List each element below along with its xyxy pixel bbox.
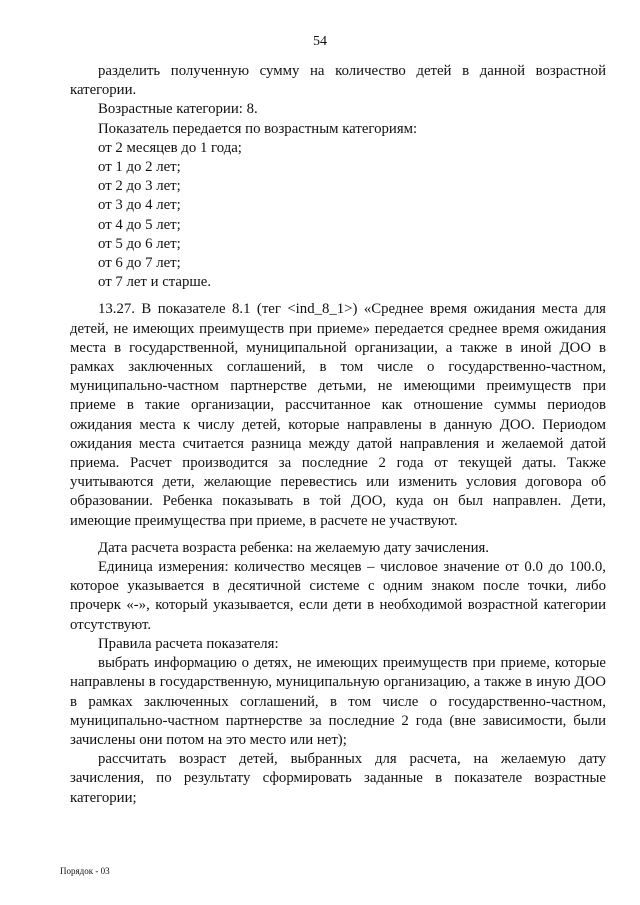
rule-paragraph: рассчитать возраст детей, выбранных для расчета, на желаемую дату зачисления, по результату сформировать заданные в показателе возрастные категории;	[70, 751, 606, 806]
page-body	[70, 62, 606, 808]
paragraph-continuation: разделить полученную сумму на количество детей в данной возрастной категории.	[70, 63, 606, 99]
age-categories-intro: Показатель передается по возрастным категориям:	[98, 120, 418, 137]
list-item: от 3 до 4 лет;	[98, 197, 181, 214]
list-item: от 2 до 3 лет;	[98, 178, 181, 195]
list-item: от 2 месяцев до 1 года;	[98, 139, 242, 156]
list-item: от 4 до 5 лет;	[98, 216, 181, 233]
footer-label: Порядок - 03	[60, 866, 110, 876]
unit-paragraph: Единица измерения: количество месяцев – числовое значение от 0.0 до 100.0, которое указывается в десятичной системе с одним знаком после точки, либо прочерк «-», который указывается, если дети в необходимой возрастной категории отсутствуют.	[70, 559, 606, 633]
list-item: от 7 лет и старше.	[98, 274, 212, 291]
section-13-27-paragraph: 13.27. В показателе 8.1 (тег <ind_8_1>) «Среднее время ожидания места для детей, не имеющих преимуществ при приеме» передается среднее время ожидания места в государственной, муниципальной организации, а также в иной ДОО в рамках заключенных соглашений, в том числе о государственно-частном, муниципально-частном партнерстве детьми, не имеющими преимуществ при приеме в такие организации, рассчитанное как отношение суммы периодов ожидания места к числу детей, которые направлены в данную ДОО. Периодом ожидания места считается разница между датой направления и желаемой датой приема. Расчет производится за последние 2 года от текущей даты. Также учитываются дети, желающие перевестись или изменить условия договора об образовании. Ребенка показывать в той ДОО, куда он был направлен. Дети, имеющие преимущества при приеме, в расчете не участвуют.	[70, 301, 606, 529]
date-calculation-paragraph: Дата расчета возраста ребенка: на желаемую дату зачисления.	[98, 539, 489, 556]
page-number: 54	[313, 34, 327, 49]
list-item: от 6 до 7 лет;	[98, 255, 181, 272]
rules-heading: Правила расчета показателя:	[98, 635, 279, 652]
rule-paragraph: выбрать информацию о детях, не имеющих преимуществ при приеме, которые направлены в государственную, муниципальную организацию, а также в иную ДОО в рамках заключенных соглашений, в том числе о государственно-частном, муниципально-частном партнерстве за последние 2 года (вне зависимости, были зачислены они потом на это место или нет);	[70, 655, 606, 748]
list-item: от 1 до 2 лет;	[98, 159, 181, 176]
age-category-list	[70, 139, 606, 293]
list-item: от 5 до 6 лет;	[98, 235, 181, 252]
age-categories-count: Возрастные категории: 8.	[98, 101, 258, 118]
